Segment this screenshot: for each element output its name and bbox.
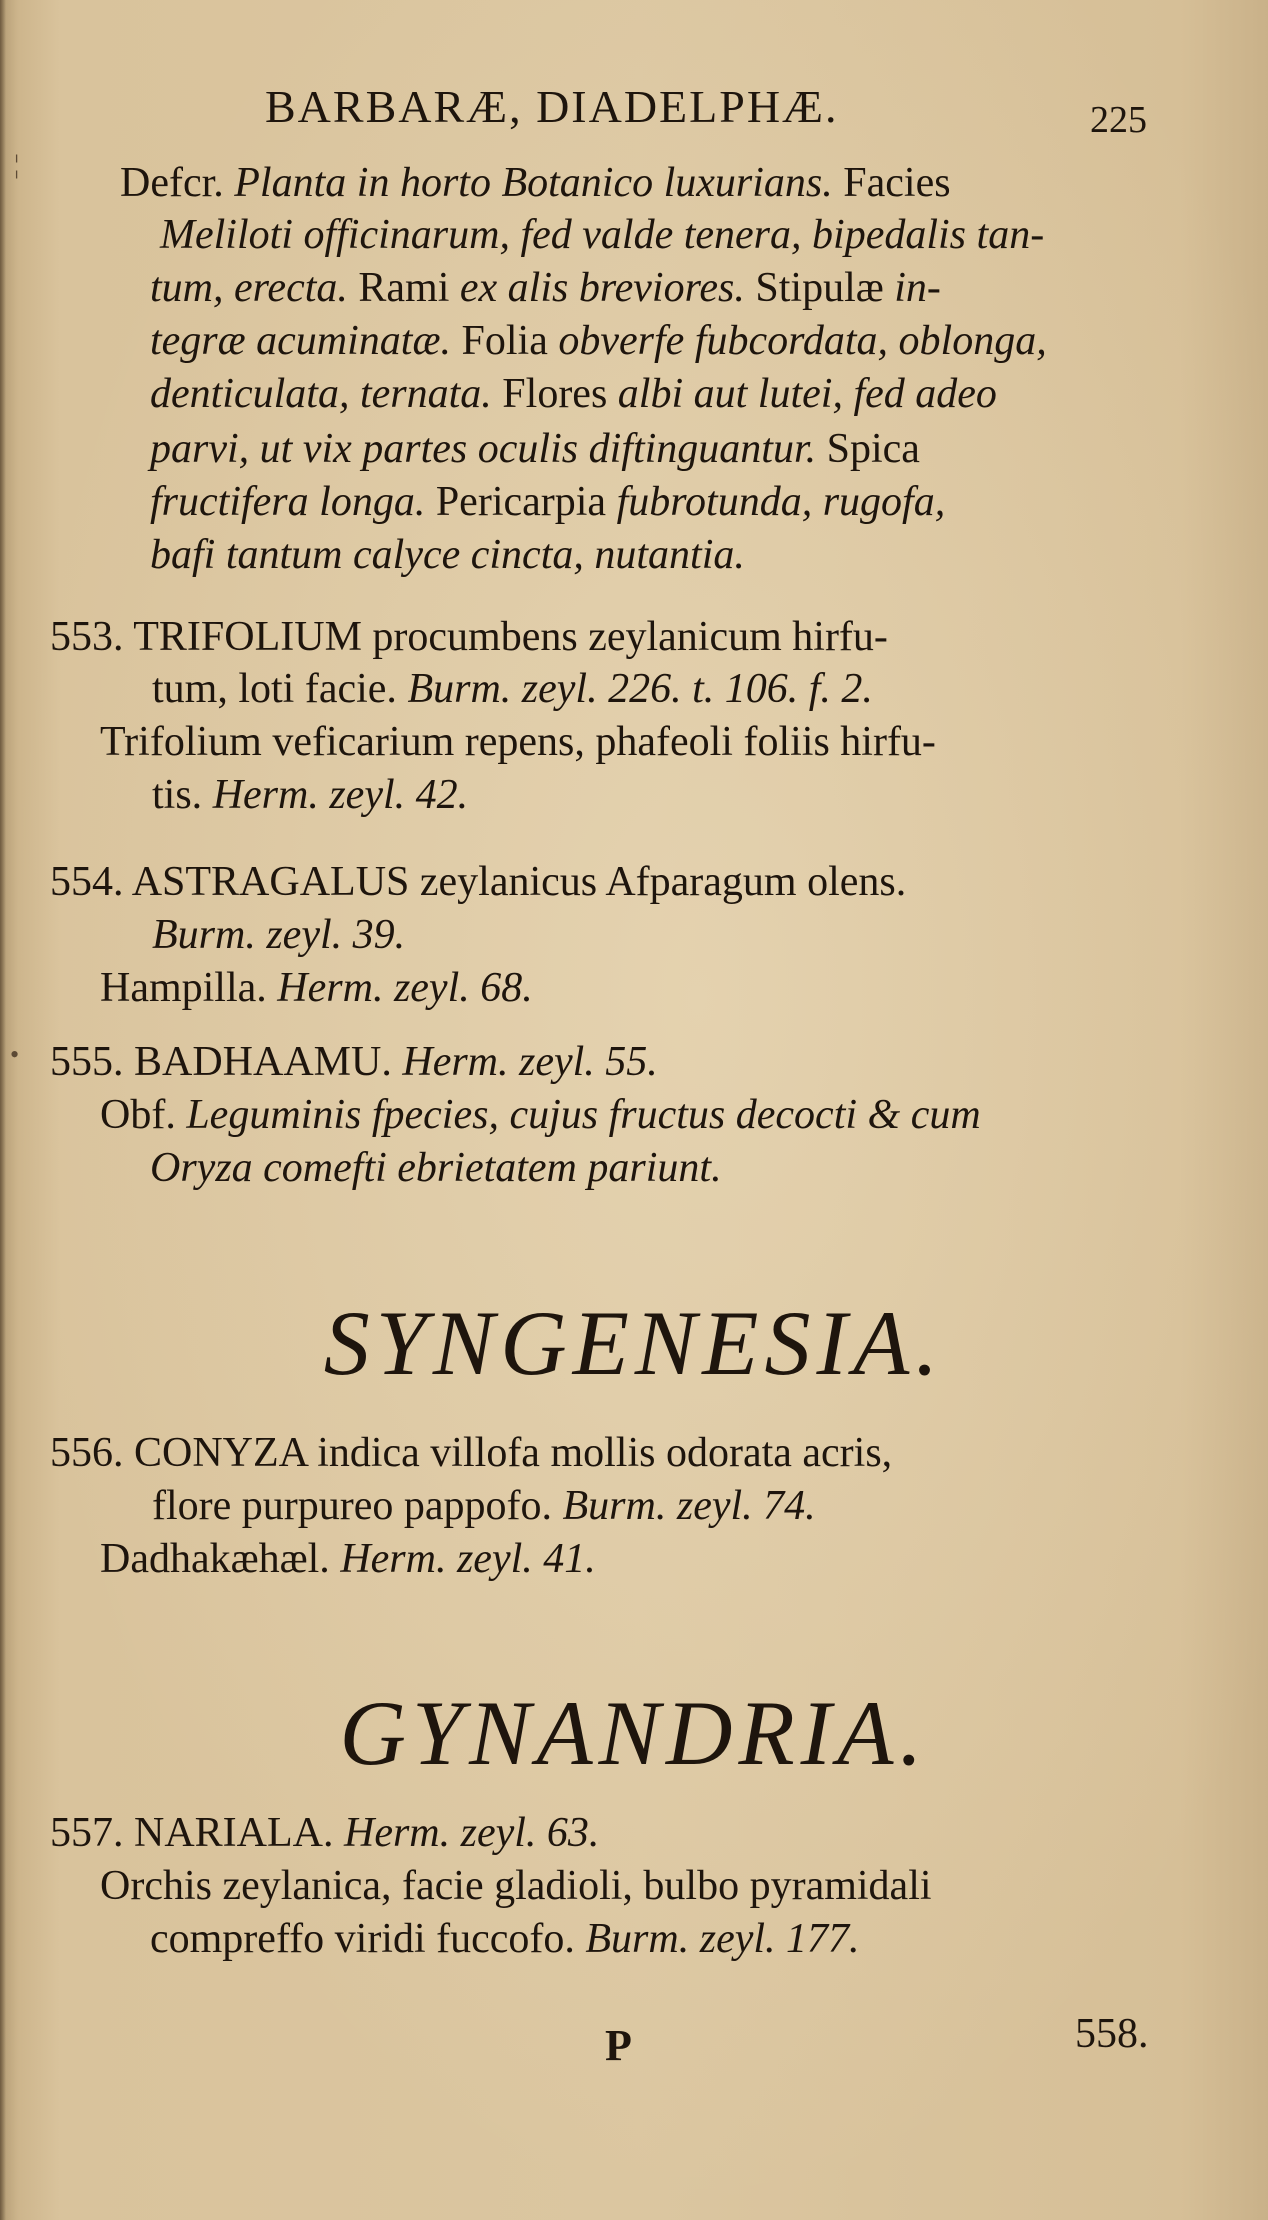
description-line-8 [150, 530, 745, 580]
text-run: procumbens zeylanicum hirfu- [361, 614, 888, 660]
text-run: Orchis zeylanica, facie gladioli, bulbo pyramidali [100, 1863, 932, 1909]
text-run: Meliloti officinarum, fed valde tenera, bipedalis tan- [160, 212, 1045, 258]
text-run: in- [894, 265, 941, 311]
text-run: Spica [816, 426, 920, 472]
text-run: parvi, ut vix partes oculis diftinguantur. [150, 426, 817, 472]
text-run: Dadhakæhæl. [100, 1536, 341, 1582]
text-run: 556. [50, 1430, 134, 1476]
entry-556-line-3 [100, 1534, 596, 1584]
text-run: Obf. [100, 1092, 187, 1138]
text-run: TRIFOLIUM [133, 614, 362, 660]
text-run: obverfe fubcordata, oblonga, [558, 318, 1047, 364]
text-run: flore purpureo pappofo. [152, 1483, 563, 1529]
text-run: zeylanicus Afparagum olens. [409, 859, 907, 905]
page-number: 225 [1090, 99, 1147, 141]
margin-mark: • [10, 1040, 20, 1069]
entry-555-line-3 [150, 1143, 722, 1193]
text-run: NARIALA. [134, 1810, 334, 1856]
text-run: 557. [50, 1810, 134, 1856]
entry-555-line-1 [50, 1037, 658, 1087]
text-run: bafi tantum calyce cincta, nutantia. [150, 532, 745, 578]
text-run: Herm. zeyl. 55. [391, 1039, 658, 1085]
margin-mark: ¦ [14, 150, 20, 179]
text-run: Folia [451, 318, 559, 364]
text-run: CONYZA [134, 1430, 307, 1476]
section-heading-syngenesia: SYNGENESIA. [323, 1292, 945, 1394]
text-run: tis. [152, 772, 213, 818]
text-run: Pericarpia [425, 479, 617, 525]
text-run: Herm. zeyl. 63. [333, 1810, 600, 1856]
text-run: indica villofa mollis odorata acris, [306, 1430, 893, 1476]
text-run: Trifolium veficarium repens, phafeoli foliis hirfu- [100, 719, 936, 765]
text-run: fubrotunda, rugofa, [616, 479, 946, 525]
entry-557-line-3 [150, 1914, 860, 1964]
text-run: tum, loti facie. [152, 666, 408, 712]
text-run: Facies [832, 160, 951, 206]
text-run: Burm. zeyl. 39. [152, 912, 406, 958]
text-run: Burm. zeyl. 226. t. 106. f. 2. [407, 666, 873, 712]
text-run: tum, erecta. [150, 265, 348, 311]
text-run: Defcr. [120, 160, 235, 206]
text-run: fructifera longa. [150, 479, 426, 525]
description-line-6 [150, 424, 920, 474]
section-heading-gynandria: GYNANDRIA. [339, 1682, 929, 1784]
description-line-4 [150, 316, 1047, 366]
text-run: ex alis breviores. [459, 265, 745, 311]
text-run: tegræ acuminatæ. [150, 318, 451, 364]
text-run: Stipulæ [744, 265, 895, 311]
page-gutter-shadow [0, 0, 6, 2220]
text-run: albi aut lutei, fed adeo [617, 371, 997, 417]
text-run: compreffo viridi fuccofo. [150, 1916, 586, 1962]
entry-553-line-2 [152, 664, 873, 714]
entry-556-line-2 [152, 1481, 816, 1531]
entry-557-line-2 [100, 1861, 932, 1911]
text-run: Flores [491, 371, 618, 417]
text-run: 553. [50, 614, 134, 660]
text-run: Hampilla. [100, 965, 278, 1011]
text-run: BADHAAMU. [134, 1039, 392, 1085]
entry-553-line-4 [152, 770, 468, 820]
entry-555-line-2 [100, 1090, 981, 1140]
description-line-1 [120, 158, 951, 208]
entry-554-line-2 [152, 910, 405, 960]
text-run: Leguminis fpecies, cujus fructus decocti & cum [186, 1092, 981, 1138]
text-run: Burm. zeyl. 177. [585, 1916, 860, 1962]
text-run: 554. [50, 859, 132, 905]
description-line-2 [160, 210, 1044, 260]
text-run: Herm. zeyl. 42. [212, 772, 469, 818]
running-header [0, 80, 1268, 140]
text-run: Rami [347, 265, 460, 311]
description-line-3 [150, 263, 941, 313]
running-title: BARBARÆ, DIADELPHÆ. [265, 81, 839, 132]
signature-mark: P [605, 2021, 632, 2070]
text-run: Herm. zeyl. 41. [340, 1536, 596, 1582]
entry-556-line-1 [50, 1428, 892, 1478]
text-run: Oryza comefti ebrietatem pariunt. [150, 1145, 722, 1191]
entry-553-line-1 [50, 612, 888, 662]
entry-554-line-3 [100, 963, 533, 1013]
entry-557-line-1 [50, 1808, 599, 1858]
text-run: ASTRAGALUS [131, 859, 410, 905]
text-run: denticulata, ternata. [150, 371, 492, 417]
text-run: Herm. zeyl. 68. [277, 965, 533, 1011]
text-run: Burm. zeyl. 74. [562, 1483, 816, 1529]
description-line-5 [150, 369, 997, 419]
text-run: 555. [50, 1039, 134, 1085]
catchword: 558. [1075, 2011, 1149, 2057]
entry-554-line-1 [50, 857, 906, 907]
description-line-7 [150, 477, 945, 527]
entry-553-line-3 [100, 717, 936, 767]
text-run: Planta in horto Botanico luxurians. [234, 160, 833, 206]
